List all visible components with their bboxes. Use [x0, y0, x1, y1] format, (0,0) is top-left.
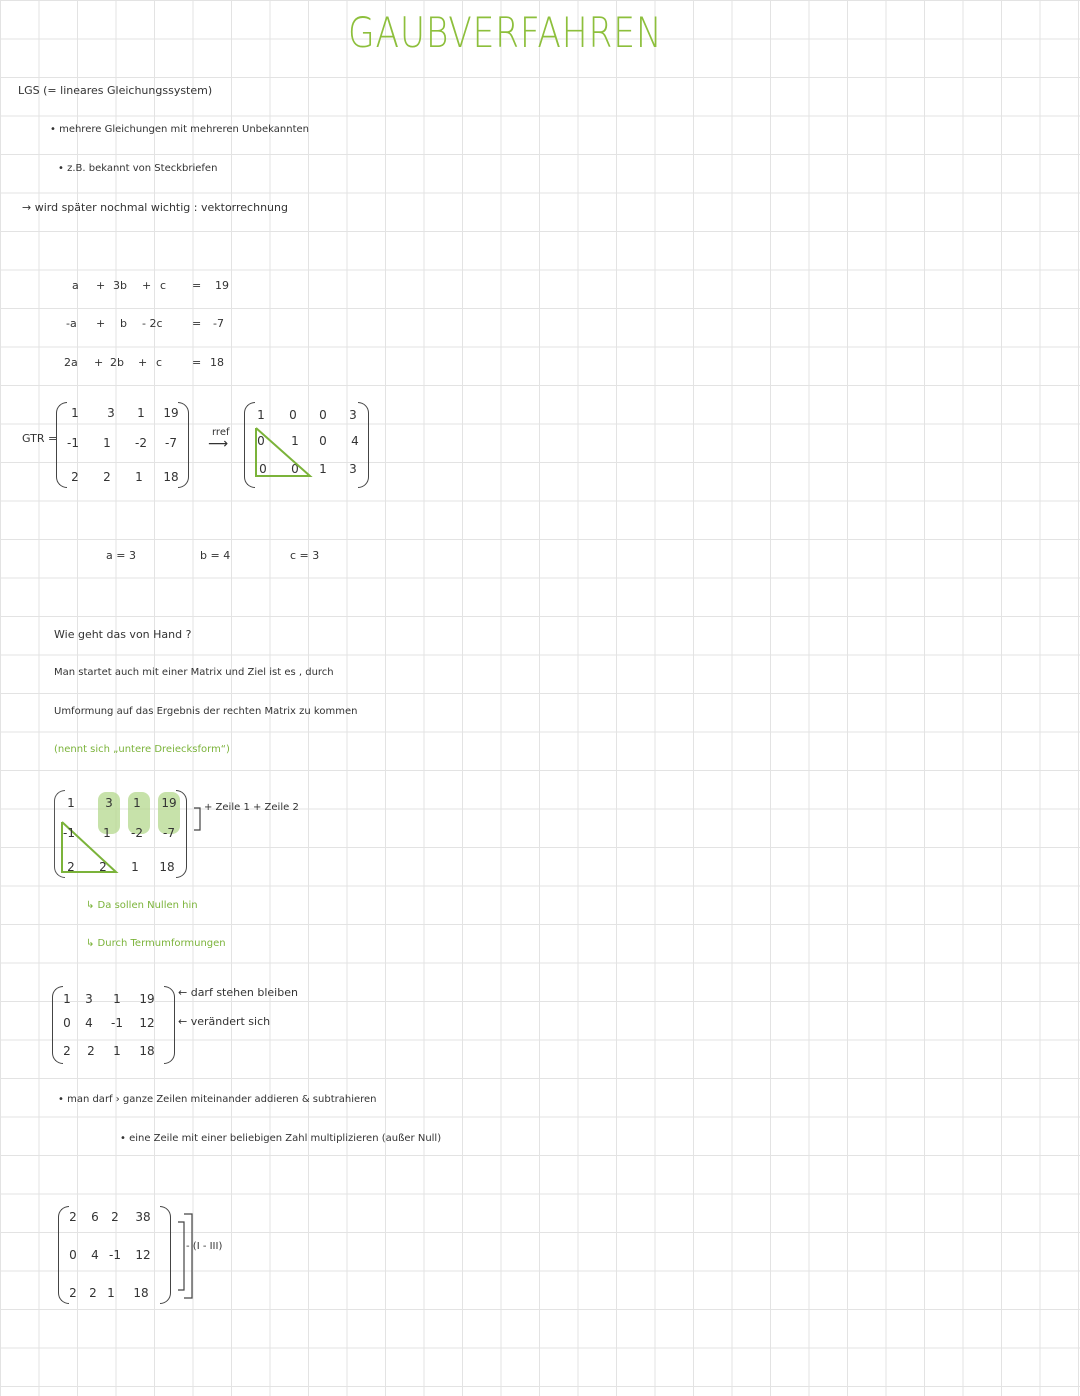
- solution-a: a = 3: [106, 549, 136, 562]
- matrix-cell: 38: [135, 1210, 151, 1224]
- term: -a: [66, 317, 77, 330]
- matrix-cell: 1: [103, 436, 111, 450]
- term-note: ↳ Durch Termumformungen: [86, 938, 226, 949]
- row-operation: + Zeile 1 + Zeile 2: [204, 802, 299, 813]
- matrix-cell: -1: [63, 826, 75, 840]
- matrix-cell: -7: [163, 826, 175, 840]
- matrix-cell: 2: [67, 860, 75, 874]
- row2-note: ← verändert sich: [178, 1015, 271, 1028]
- matrix-cell: 1: [63, 992, 71, 1006]
- step3-operation: - (I - III): [186, 1241, 223, 1252]
- bracket-mark: [184, 1214, 192, 1298]
- by-hand-line2: Umformung auf das Ergebnis der rechten Matrix zu kommen: [54, 706, 358, 717]
- rule-multiply-row: • eine Zeile mit einer beliebigen Zahl multiplizieren (außer Null): [120, 1133, 442, 1144]
- matrix-cell: -1: [111, 1016, 123, 1030]
- bullet-unknowns: • mehrere Gleichungen mit mehreren Unbekannten: [50, 124, 310, 135]
- matrix-cell: 1: [137, 406, 145, 420]
- matrix-cell: 0: [69, 1248, 77, 1262]
- bracket-mark: [194, 808, 200, 830]
- matrix-cell: 12: [135, 1248, 151, 1262]
- matrix-cell: 1: [291, 434, 299, 448]
- matrix-cell: 4: [85, 1016, 93, 1030]
- by-hand-question: Wie geht das von Hand ?: [54, 628, 192, 641]
- term: a: [72, 279, 79, 292]
- matrix-cell: 12: [139, 1016, 155, 1030]
- matrix-cell: -2: [135, 436, 147, 450]
- matrix-cell: 18: [133, 1286, 149, 1300]
- matrix-cell: 2: [99, 860, 107, 874]
- bullet-steckbrief: • z.B. bekannt von Steckbriefen: [58, 163, 218, 174]
- operator: +: [142, 279, 152, 292]
- matrix-cell: 0: [257, 434, 265, 448]
- matrix-cell: 2: [103, 470, 111, 484]
- row1-note: ← darf stehen bleiben: [178, 986, 298, 999]
- matrix-cell: 18: [159, 860, 175, 874]
- rhs-value: -7: [213, 317, 224, 330]
- matrix-cell: 2: [69, 1210, 77, 1224]
- matrix-bracket-right: [160, 1206, 171, 1304]
- matrix-cell: -2: [131, 826, 143, 840]
- matrix-cell: 2: [89, 1286, 97, 1300]
- operator: +: [96, 279, 106, 292]
- matrix-cell: 18: [139, 1044, 155, 1058]
- matrix-cell: -1: [67, 436, 79, 450]
- lgs-definition: LGS (= lineares Gleichungssystem): [18, 84, 213, 97]
- rhs-value: 18: [210, 356, 224, 369]
- rref-triangle: [256, 428, 310, 476]
- rhs-value: 19: [215, 279, 229, 292]
- bracket-mark: [178, 1222, 184, 1290]
- term: c: [160, 279, 167, 292]
- matrix-cell: 1: [319, 462, 327, 476]
- matrix-cell: 1: [107, 1286, 115, 1300]
- term: 3b: [113, 279, 127, 292]
- term: 2a: [64, 356, 78, 369]
- matrix-cell: 0: [319, 434, 327, 448]
- zeros-note: ↳ Da sollen Nullen hin: [86, 900, 198, 911]
- matrix-cell: 1: [71, 406, 79, 420]
- matrix-cell: 1: [133, 796, 141, 810]
- matrix-cell: 2: [71, 470, 79, 484]
- equals-sign: =: [192, 356, 202, 369]
- matrix-cell: 0: [319, 408, 327, 422]
- matrix-bracket-right: [164, 986, 175, 1064]
- by-hand-line3: (nennt sich „untere Dreiecksform“): [54, 744, 230, 755]
- matrix-cell: 0: [289, 408, 297, 422]
- matrix-cell: 0: [291, 462, 299, 476]
- matrix-cell: 3: [105, 796, 113, 810]
- matrix-cell: 2: [69, 1286, 77, 1300]
- matrix-cell: 1: [113, 992, 121, 1006]
- rref-label: rref: [212, 427, 230, 438]
- term: - 2c: [142, 317, 163, 330]
- term: 2b: [110, 356, 124, 369]
- page-title: GAUBVERFAHREN: [348, 8, 663, 57]
- matrix-cell: 1: [103, 826, 111, 840]
- matrix-cell: 18: [163, 470, 179, 484]
- matrix-cell: 1: [257, 408, 265, 422]
- rule-add-rows: • man darf › ganze Zeilen miteinander addieren & subtrahieren: [58, 1094, 377, 1105]
- matrix-cell: 4: [351, 434, 359, 448]
- matrix-cell: 4: [91, 1248, 99, 1262]
- matrix-cell: 3: [107, 406, 115, 420]
- matrix-cell: -1: [109, 1248, 121, 1262]
- operator: +: [94, 356, 104, 369]
- matrix-cell: 1: [113, 1044, 121, 1058]
- matrix-cell: 2: [63, 1044, 71, 1058]
- matrix-cell: 19: [161, 796, 177, 810]
- matrix-cell: 2: [87, 1044, 95, 1058]
- equals-sign: =: [192, 317, 202, 330]
- matrix-cell: 1: [67, 796, 75, 810]
- equals-sign: =: [192, 279, 202, 292]
- term: c: [156, 356, 163, 369]
- matrix-cell: 19: [163, 406, 179, 420]
- right-arrow-icon: ⟶: [208, 436, 229, 452]
- by-hand-line1: Man startet auch mit einer Matrix und Ziel ist es , durch: [54, 667, 334, 678]
- matrix-cell: 2: [111, 1210, 119, 1224]
- matrix-cell: 3: [349, 408, 357, 422]
- solution-c: c = 3: [290, 549, 320, 562]
- matrix-cell: 3: [349, 462, 357, 476]
- vector-note: → wird später nochmal wichtig : vektorrechnung: [22, 201, 288, 214]
- matrix-cell: 19: [139, 992, 155, 1006]
- term: b: [120, 317, 127, 330]
- matrix-cell: 0: [63, 1016, 71, 1030]
- operator: +: [96, 317, 106, 330]
- solution-b: b = 4: [200, 549, 231, 562]
- matrix-cell: 1: [135, 470, 143, 484]
- matrix-cell: 0: [259, 462, 267, 476]
- gtr-label: GTR =: [22, 432, 58, 445]
- matrix-cell: -7: [165, 436, 177, 450]
- matrix-cell: 6: [91, 1210, 99, 1224]
- matrix-cell: 1: [131, 860, 139, 874]
- operator: +: [138, 356, 148, 369]
- matrix-cell: 3: [85, 992, 93, 1006]
